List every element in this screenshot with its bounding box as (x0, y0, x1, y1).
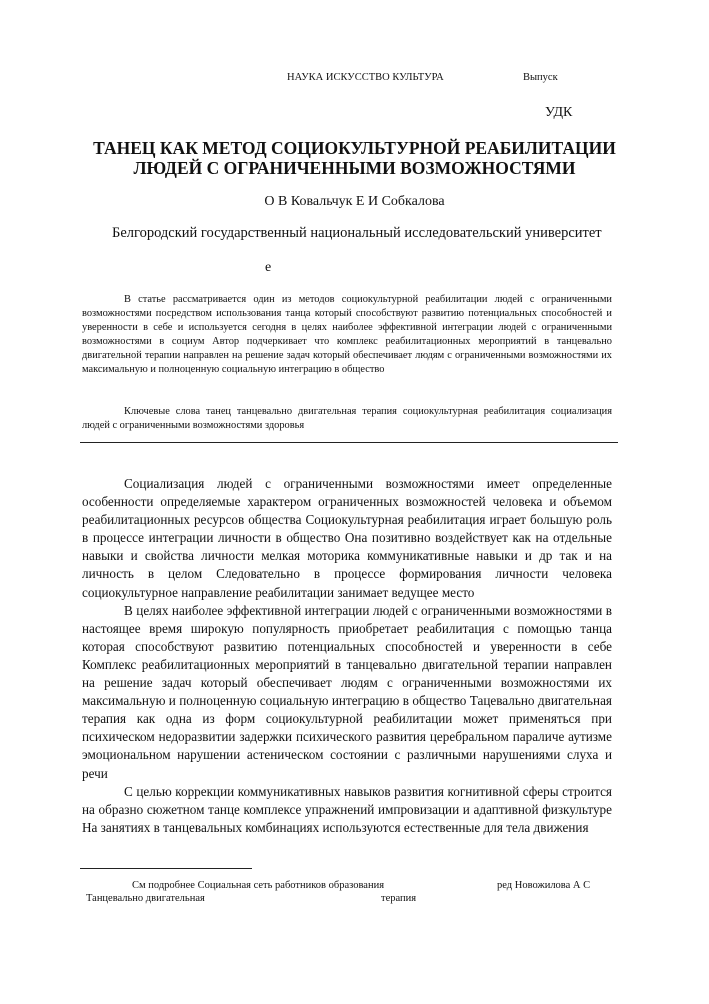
title-line-2: ЛЮДЕЙ С ОГРАНИЧЕННЫМИ ВОЗМОЖНОСТЯМИ (133, 158, 576, 178)
footnote-divider (80, 868, 252, 869)
journal-name: НАУКА ИСКУССТВО КУЛЬТУРА (287, 72, 444, 83)
footnote-reference: См подробнее Социальная сеть работников образования (132, 880, 385, 891)
authors: О В Ковальчук Е И Собкалова (264, 194, 445, 209)
body-paragraph: В целях наиболее эффективной интеграции людей с ограниченными возможностями в настоящее время широкую популярность приобретает реабилитация с помощью танца которая способствуют развитию потенциальных способностей и уверенности в себе Комплекс реабилитационных мероприятий в танцевально двигательной терапии направлен на решение задач который обеспечивает людям с ограниченными возможностями их максимальную и полноценную социальную интеграцию в общество Тацевально двигательная терапия как одна из форм социокультурной реабилитации может применяться при психическом недоразвитии задержки психического развития церебральном параличе аутизме эмоциональном нарушении астеническом состоянии с различными нарушениями слуха и речи (82, 602, 612, 781)
section-divider (80, 442, 618, 443)
body-paragraph: Социализация людей с ограниченными возможностями имеет определенные особенности определяемые характером ограниченных возможностей человека и объемом реабилитационных ресурсов общества Социокультурная реабилитация играет большую роль в процессе интеграции личности в общество Она позитивно воздействует как на отдельные навыки и свойства личности мелкая моторика коммуникативные навыки и др так и на личность в целом Следовательно в процессе формирования личности человека социокультурное направление реабилитации занимает ведущее место (82, 476, 612, 600)
footnote-editor: ред Новожилова А С (497, 880, 591, 891)
keywords: Ключевые слова танец танцевально двигательная терапия социокультурная реабилитация социализация людей с ограниченными возможностями здоровья (82, 406, 612, 431)
issue-label: Выпуск (523, 72, 558, 83)
body-paragraph: С целью коррекции коммуникативных навыков развития когнитивной сферы строится на образно сюжетном танце комплексе упражнений импровизации и адаптивной физкультуре На занятиях в танцевальных комбинациях используются естественные для тела движения (82, 783, 612, 835)
footnote-title-left: Танцевально двигательная (86, 893, 205, 904)
udk-label: УДК (545, 105, 573, 120)
affiliation: Белгородский государственный национальный исследовательский университет (112, 225, 602, 241)
article-body (82, 475, 612, 837)
article-title (40, 138, 669, 178)
title-line-1: ТАНЕЦ КАК МЕТОД СОЦИОКУЛЬТУРНОЙ РЕАБИЛИТАЦИИ (93, 138, 616, 158)
abstract: В статье рассматривается один из методов социокультурной реабилитации людей с ограниченными возможностями посредством использования танца который способствуют развитию потенциальных способностей и уверенности в себе и используется сегодня в целях наиболее эффективной интеграции людей с ограниченными возможностями в социум Автор подчеркивает что комплекс реабилитационных мероприятий в танцевально двигательной терапии направлен на решение задач который обеспечивает людям с ограниченными возможностями их максимальную и полноценную социальную интеграцию в общество (82, 294, 612, 376)
email[interactable]: е (265, 260, 272, 275)
footnote-title-right: терапия (381, 893, 417, 904)
